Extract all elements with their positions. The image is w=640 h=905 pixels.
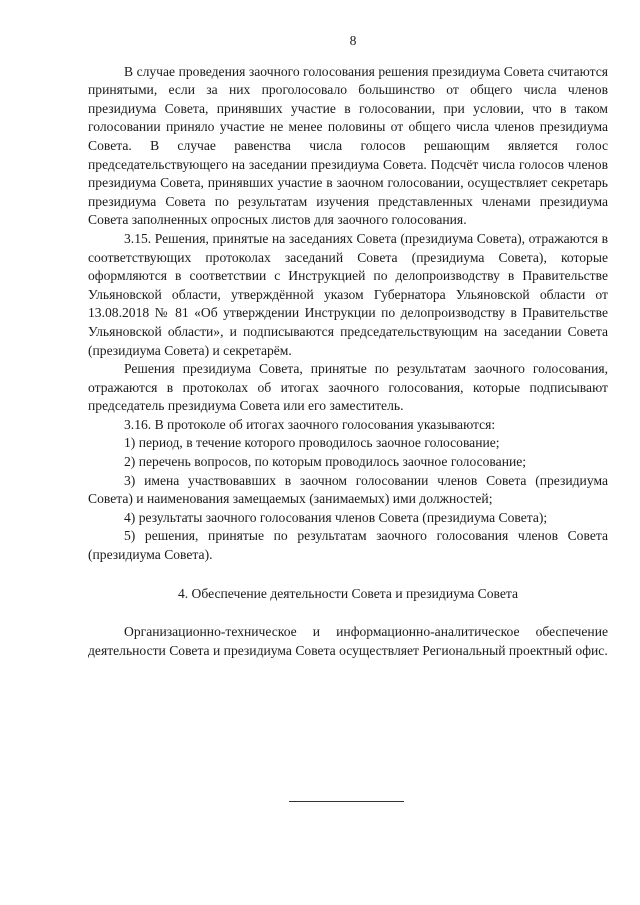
paragraph-support: Организационно-техническое и информационно-аналитическое обеспечение деятельности Совета и президиума Совета осуществляет Региональный проектный офис.: [88, 624, 608, 658]
document-page: [88, 32, 608, 660]
paragraph-presidium-decisions: Решения президиума Совета, принятые по результатам заочного голосования, отражаются в протоколах об итогах заочного голосования, которые подписывают председатель президиума Совета или его заместитель.: [88, 361, 608, 414]
list-item-questions: 2) перечень вопросов, по которым проводилось заочное голосование;: [124, 454, 527, 470]
section-title: 4. Обеспечение деятельности Совета и президиума Совета: [177, 585, 519, 601]
paragraph-3-16: 3.16. В протоколе об итогах заочного голосования указываются:: [124, 416, 496, 432]
list-item-period: 1) период, в течение которого проводилось заочное голосование;: [124, 435, 500, 451]
list-item-results: 4) результаты заочного голосования членов Совета (президиума Совета);: [124, 509, 548, 525]
paragraph-3-15: 3.15. Решения, принятые на заседаниях Совета (президиума Совета), отражаются в соответствующих протоколах заседаний Совета (президиума Совета), которые оформляются в соответствии с Инструкцией по делопроизводству в Правительстве Ульяновской области, утверждённой указом Губернатора Ульяновской области от 13.08.2018 № 81 «Об утверждении Инструкции по делопроизводству в Правительстве Ульяновской области», и подписываются председательствующим на заседании Совета (президиума Совета) и секретарём.: [88, 230, 608, 358]
paragraph-absentee-voting-rules: В случае проведения заочного голосования решения президиума Совета считаются принятыми, если за них проголосовало большинство от общего числа членов президиума Совета, принявших участие в голосовании, при условии, что в таком голосовании приняло участие не менее половины от общего числа членов президиума Совета. В случае равенства числа голосов решающим является голос председательствующего на заседании президиума Совета. Подсчёт числа голосов членов президиума Совета, принявших участие в заочном голосовании, осуществляет секретарь президиума Совета по результатам изучения представленных членами президиума Совета заполненных опросных листов для заочного голосования.: [88, 63, 608, 228]
closing-rule: [289, 801, 404, 802]
list-item-decisions: 5) решения, принятые по результатам заочного голосования членов Совета (президиума Совета).: [88, 528, 608, 563]
page-number: 8: [349, 33, 357, 48]
list-item-names: 3) имена участвовавших в заочном голосовании членов Совета (президиума Совета) и наименования замещаемых (занимаемых) ими должностей;: [88, 472, 608, 507]
